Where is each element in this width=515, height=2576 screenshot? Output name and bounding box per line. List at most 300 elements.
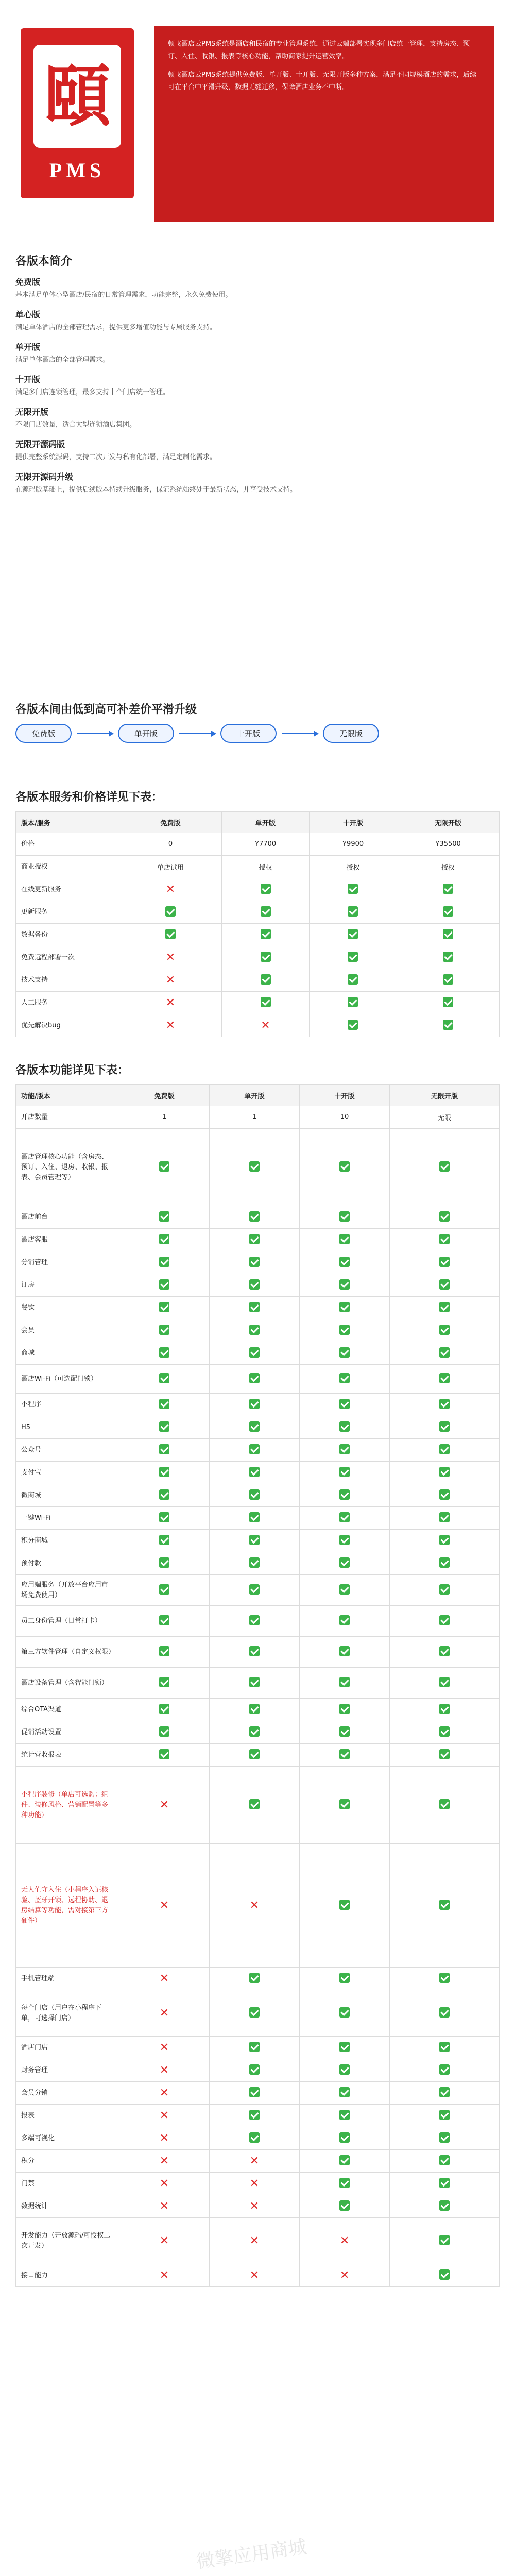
table-cell [390, 1274, 500, 1297]
check-icon [249, 1279, 260, 1290]
table-cell [119, 1297, 210, 1319]
cross-icon: ✕ [159, 2086, 169, 2099]
row-label: 第三方软件管理（自定义权限） [16, 1637, 119, 1668]
row-label: 技术支持 [16, 969, 119, 992]
check-icon [439, 2064, 450, 2075]
cross-icon: ✕ [159, 2177, 169, 2190]
table-cell [390, 1507, 500, 1530]
table-cell [210, 1297, 300, 1319]
table-cell [397, 992, 499, 1014]
check-icon [165, 929, 176, 939]
check-icon [249, 2110, 260, 2120]
table-cell [210, 2127, 300, 2150]
table-cell [210, 1507, 300, 1530]
intro-paragraph: 顿飞酒店云PMS系统提供免费版、单开版、十开版、无限开版多种方案，满足不同规模酒店的需求，后续可在平台中平滑升级，数据无缝迁移，保障酒店业务不中断。 [168, 71, 477, 91]
table-cell [119, 1365, 210, 1394]
row-label: 综合OTA渠道 [16, 1699, 119, 1721]
row-label: 酒店客服 [16, 1229, 119, 1251]
table-cell: 10 [300, 1106, 390, 1129]
table-cell [210, 2037, 300, 2059]
check-icon [339, 1325, 350, 1335]
table-row [16, 2150, 500, 2173]
row-label: 优先解决bug [16, 1014, 119, 1037]
table-cell [119, 1968, 210, 1990]
table-cell [210, 1484, 300, 1507]
row-label: 酒店设备管理（含智能门锁） [16, 1668, 119, 1699]
table-cell [300, 2150, 390, 2173]
table-cell [119, 1129, 210, 1206]
row-label: 在线更新服务 [16, 878, 119, 901]
table-cell [119, 2059, 210, 2082]
version-list [15, 276, 500, 496]
table-cell [210, 2059, 300, 2082]
row-label: 商业授权 [16, 856, 119, 878]
row-label: 积分商城 [16, 1530, 119, 1552]
check-icon [261, 952, 271, 962]
check-icon [249, 1557, 260, 1568]
check-icon [249, 1257, 260, 1267]
header [0, 0, 515, 242]
table-cell [119, 1462, 210, 1484]
table-row [16, 2264, 500, 2287]
table-cell [210, 2173, 300, 2195]
check-icon [348, 974, 358, 985]
table-cell [119, 1439, 210, 1462]
version-description: 在源码版基础上，提供后续版本持续升级服务，保证系统始终处于最新状态，并享受技术支持。 [15, 486, 297, 494]
table-row [16, 1507, 500, 1530]
table-cell [222, 969, 310, 992]
check-icon [348, 997, 358, 1007]
check-icon [439, 1677, 450, 1687]
row-label: 公众号 [16, 1439, 119, 1462]
check-icon [261, 906, 271, 917]
section-title: 各版本间由低到高可补差价平滑升级 [15, 703, 197, 716]
table-cell [390, 2173, 500, 2195]
table-cell: 授权 [309, 856, 397, 878]
table-cell [300, 1530, 390, 1552]
table-cell [119, 946, 222, 969]
check-icon [439, 1347, 450, 1358]
version-name: 单开版 [15, 342, 41, 352]
table-row [16, 1206, 500, 1229]
table-cell [119, 2150, 210, 2173]
cross-icon: ✕ [165, 1019, 176, 1032]
cross-icon: ✕ [159, 2154, 169, 2167]
table-cell [210, 1767, 300, 1844]
check-icon [339, 2200, 350, 2211]
check-icon [339, 2110, 350, 2120]
table-cell [390, 1530, 500, 1552]
table-cell [210, 1129, 300, 1206]
cross-icon: ✕ [159, 2131, 169, 2145]
table-cell [390, 1416, 500, 1439]
table-cell [390, 2150, 500, 2173]
table-row [16, 1844, 500, 1968]
table-cell [390, 1990, 500, 2037]
table-row [16, 2105, 500, 2127]
table-row [16, 1297, 500, 1319]
cross-icon: ✕ [339, 2268, 350, 2282]
table-cell [309, 878, 397, 901]
version-intro-section [15, 252, 500, 496]
version-name: 免费版 [15, 277, 41, 287]
table-cell [119, 2082, 210, 2105]
table-cell [119, 1767, 210, 1844]
table-cell [300, 1721, 390, 1744]
logo-text: PMS [49, 158, 106, 182]
table-cell [210, 2105, 300, 2127]
check-icon [339, 1646, 350, 1656]
table-cell [300, 1637, 390, 1668]
check-icon [339, 2087, 350, 2097]
table-cell [119, 1844, 210, 1968]
check-icon [439, 1704, 450, 1714]
table-cell [390, 1342, 500, 1365]
table-cell [119, 1552, 210, 1575]
row-label: 人工服务 [16, 992, 119, 1014]
check-icon [159, 1302, 169, 1312]
row-label: 酒店管理核心功能（含房态、预订、入住、退房、收银、报表、会员管理等） [16, 1129, 119, 1206]
table-cell [119, 2264, 210, 2287]
check-icon [249, 1467, 260, 1477]
check-icon [439, 1615, 450, 1625]
table-row [16, 878, 500, 901]
cross-icon: ✕ [159, 2234, 169, 2247]
row-label: H5 [16, 1416, 119, 1439]
column-header: 免费版 [119, 812, 222, 833]
watermark: 微擎应用商城 [195, 2536, 308, 2573]
table-row [16, 1106, 500, 1129]
table-cell [300, 1251, 390, 1274]
check-icon [339, 1234, 350, 1244]
check-icon [339, 1584, 350, 1595]
version-name: 单心版 [15, 310, 41, 319]
upgrade-path [15, 724, 500, 743]
table-row [16, 1530, 500, 1552]
cross-icon: ✕ [261, 1019, 270, 1032]
table-cell [222, 992, 310, 1014]
table-row [16, 1319, 500, 1342]
table-row [16, 1416, 500, 1439]
check-icon [439, 1584, 450, 1595]
check-icon [443, 906, 453, 917]
row-label: 小程序装修（单店可选购：组件、装修风格、营销配置等多种功能） [16, 1767, 119, 1844]
section-title: 各版本功能详见下表： [15, 1064, 129, 1077]
row-label: 统计营收报表 [16, 1744, 119, 1767]
table-cell [210, 1990, 300, 2037]
table-cell [119, 1394, 210, 1416]
table-cell [300, 1439, 390, 1462]
version-name: 无限开源码版 [15, 439, 65, 449]
cross-icon: ✕ [159, 2041, 169, 2054]
check-icon [249, 1373, 260, 1383]
check-icon [348, 929, 358, 939]
table-cell [210, 1721, 300, 1744]
table-cell [210, 2082, 300, 2105]
cross-icon: ✕ [249, 2199, 260, 2213]
check-icon [439, 2007, 450, 2018]
table-cell [210, 1365, 300, 1394]
table-cell [210, 1530, 300, 1552]
row-label: 接口能力 [16, 2264, 119, 2287]
table-row [16, 2082, 500, 2105]
table-cell [390, 1365, 500, 1394]
table-cell [390, 1206, 500, 1229]
table-cell [300, 1744, 390, 1767]
table-cell [300, 1844, 390, 1968]
table-cell [119, 878, 222, 901]
table-row [16, 2218, 500, 2264]
cross-icon: ✕ [249, 2268, 260, 2282]
table-row [16, 1439, 500, 1462]
check-icon [249, 2064, 260, 2075]
row-label: 分销管理 [16, 1251, 119, 1274]
table-cell [309, 901, 397, 924]
check-icon [339, 1489, 350, 1500]
table-cell [300, 1484, 390, 1507]
table-cell [300, 2037, 390, 2059]
check-icon [443, 884, 453, 894]
table-row [16, 1968, 500, 1990]
row-label: 开发能力（开放源码/可授权二次开发） [16, 2218, 119, 2264]
column-header: 版本/服务 [16, 812, 119, 833]
column-header: 免费版 [119, 1085, 210, 1106]
check-icon [439, 1973, 450, 1983]
table-cell [119, 1507, 210, 1530]
table-row [16, 1229, 500, 1251]
row-label: 财务管理 [16, 2059, 119, 2082]
row-label: 无人值守入住（小程序入证核验、蓝牙开锁、远程协助、退房结算等功能，需对接第三方硬件） [16, 1844, 119, 1968]
table-cell [390, 1484, 500, 1507]
cross-icon: ✕ [159, 1899, 169, 1912]
table-cell [390, 1606, 500, 1637]
table-cell [300, 1968, 390, 1990]
table-row [16, 1462, 500, 1484]
check-icon [439, 2269, 450, 2280]
row-label: 酒店Wi-Fi（可选配门锁） [16, 1365, 119, 1394]
check-icon [249, 1302, 260, 1312]
table-cell [300, 2082, 390, 2105]
check-icon [159, 1749, 169, 1759]
check-icon [249, 1535, 260, 1545]
table-cell [119, 1206, 210, 1229]
check-icon [339, 1535, 350, 1545]
table-cell [300, 1129, 390, 1206]
version-name: 无限开版 [15, 407, 49, 417]
check-icon [249, 1489, 260, 1500]
check-icon [439, 2110, 450, 2120]
table-cell [300, 2218, 390, 2264]
table-cell [210, 1968, 300, 1990]
table-cell [390, 1744, 500, 1767]
check-icon [348, 884, 358, 894]
table-cell [119, 1274, 210, 1297]
table-cell [119, 2105, 210, 2127]
table-cell [390, 1699, 500, 1721]
table-cell [309, 969, 397, 992]
version-description: 不限门店数量，适合大型连锁酒店集团。 [15, 421, 136, 429]
check-icon [261, 997, 271, 1007]
table-row [16, 2195, 500, 2218]
check-icon [439, 1489, 450, 1500]
table-row [16, 1721, 500, 1744]
table-cell [309, 1014, 397, 1037]
table-row [16, 2173, 500, 2195]
table-row [16, 2127, 500, 2150]
check-icon [339, 1726, 350, 1737]
upgrade-section [15, 701, 500, 743]
cross-icon: ✕ [159, 2199, 169, 2213]
cross-icon: ✕ [159, 2109, 169, 2122]
check-icon [339, 1557, 350, 1568]
table-cell [300, 1394, 390, 1416]
check-icon [249, 1399, 260, 1409]
check-icon [439, 1373, 450, 1383]
table-cell [119, 1014, 222, 1037]
table-row [16, 1274, 500, 1297]
table-cell [300, 1365, 390, 1394]
version-description: 满足单体酒店的全部管理需求，提供更多增值功能与专属服务支持。 [15, 324, 217, 331]
check-icon [159, 1557, 169, 1568]
cross-icon: ✕ [249, 1899, 260, 1912]
table-cell [390, 2195, 500, 2218]
check-icon [439, 1557, 450, 1568]
column-header: 无限开版 [390, 1085, 500, 1106]
cross-icon: ✕ [165, 973, 176, 987]
row-label: 商城 [16, 1342, 119, 1365]
check-icon [249, 1161, 260, 1172]
row-label: 门禁 [16, 2173, 119, 2195]
check-icon [439, 2178, 450, 2188]
check-icon [339, 1161, 350, 1172]
table-cell [397, 878, 499, 901]
check-icon [339, 1211, 350, 1222]
cross-icon: ✕ [249, 2154, 260, 2167]
table-cell [222, 901, 310, 924]
row-label: 一键Wi-Fi [16, 1507, 119, 1530]
table-cell [390, 1552, 500, 1575]
table-cell [210, 2218, 300, 2264]
check-icon [443, 929, 453, 939]
table-cell [119, 1637, 210, 1668]
check-icon [339, 1900, 350, 1910]
table-cell [390, 1968, 500, 1990]
table-cell [390, 2127, 500, 2150]
cross-icon: ✕ [159, 1972, 169, 1985]
table-cell: 1 [210, 1106, 300, 1129]
row-label: 应用端服务（开放平台应用市场免费使用） [16, 1575, 119, 1606]
table-cell [300, 1606, 390, 1637]
table-row [16, 1990, 500, 2037]
table-cell [300, 1274, 390, 1297]
table-cell [119, 2195, 210, 2218]
table-cell [222, 1014, 310, 1037]
intro-text-box [154, 26, 494, 222]
check-icon [159, 1279, 169, 1290]
check-icon [159, 1399, 169, 1409]
check-icon [159, 1726, 169, 1737]
check-icon [439, 1279, 450, 1290]
table-cell [300, 1319, 390, 1342]
table-row [16, 1606, 500, 1637]
table-cell [210, 1699, 300, 1721]
check-icon [443, 952, 453, 962]
cross-icon: ✕ [165, 883, 176, 896]
check-icon [439, 1646, 450, 1656]
check-icon [261, 974, 271, 985]
cross-icon: ✕ [339, 2234, 350, 2247]
row-label: 餐饮 [16, 1297, 119, 1319]
check-icon [339, 1302, 350, 1312]
version-description: 满足单体酒店的全部管理需求。 [15, 356, 110, 364]
check-icon [249, 1347, 260, 1358]
row-label: 每个门店（用户在小程序下单，可选择门店） [16, 1990, 119, 2037]
logo-glyph: 頤 [33, 45, 121, 148]
check-icon [249, 1325, 260, 1335]
check-icon [159, 1211, 169, 1222]
table-cell [390, 1462, 500, 1484]
table-cell [210, 1319, 300, 1342]
section-title: 各版本简介 [15, 255, 73, 268]
table-cell [300, 2127, 390, 2150]
table-row [16, 1014, 500, 1037]
check-icon [249, 1421, 260, 1432]
table-cell [300, 1229, 390, 1251]
row-label: 会员 [16, 1319, 119, 1342]
arrow-icon [77, 733, 113, 734]
table-cell [300, 1297, 390, 1319]
check-icon [249, 1584, 260, 1595]
table-cell [119, 1668, 210, 1699]
table-cell [119, 1342, 210, 1365]
table-cell [390, 2059, 500, 2082]
check-icon [439, 1467, 450, 1477]
check-icon [339, 1444, 350, 1454]
table-cell [300, 2059, 390, 2082]
check-icon [159, 1325, 169, 1335]
table-cell [300, 1668, 390, 1699]
row-label: 免费远程部署一次 [16, 946, 119, 969]
table-row [16, 901, 500, 924]
table-cell [390, 1844, 500, 1968]
table-cell [300, 1990, 390, 2037]
table-cell: 授权 [222, 856, 310, 878]
row-label: 预付款 [16, 1552, 119, 1575]
check-icon [339, 1677, 350, 1687]
upgrade-step-free: 免费版 [15, 724, 72, 743]
table-cell [119, 1319, 210, 1342]
check-icon [443, 997, 453, 1007]
table-row [16, 2037, 500, 2059]
check-icon [439, 1900, 450, 1910]
check-icon [159, 1347, 169, 1358]
upgrade-step-ten: 十开版 [220, 724, 277, 743]
cross-icon: ✕ [165, 951, 176, 964]
check-icon [249, 1444, 260, 1454]
table-cell [210, 1342, 300, 1365]
arrow-icon [179, 733, 215, 734]
check-icon [339, 1421, 350, 1432]
check-icon [348, 952, 358, 962]
table-cell [300, 1767, 390, 1844]
table-cell [119, 1699, 210, 1721]
check-icon [249, 2007, 260, 2018]
check-icon [249, 2087, 260, 2097]
table-cell [390, 2218, 500, 2264]
table-cell [300, 1462, 390, 1484]
table-cell [390, 2037, 500, 2059]
table-cell [119, 1484, 210, 1507]
